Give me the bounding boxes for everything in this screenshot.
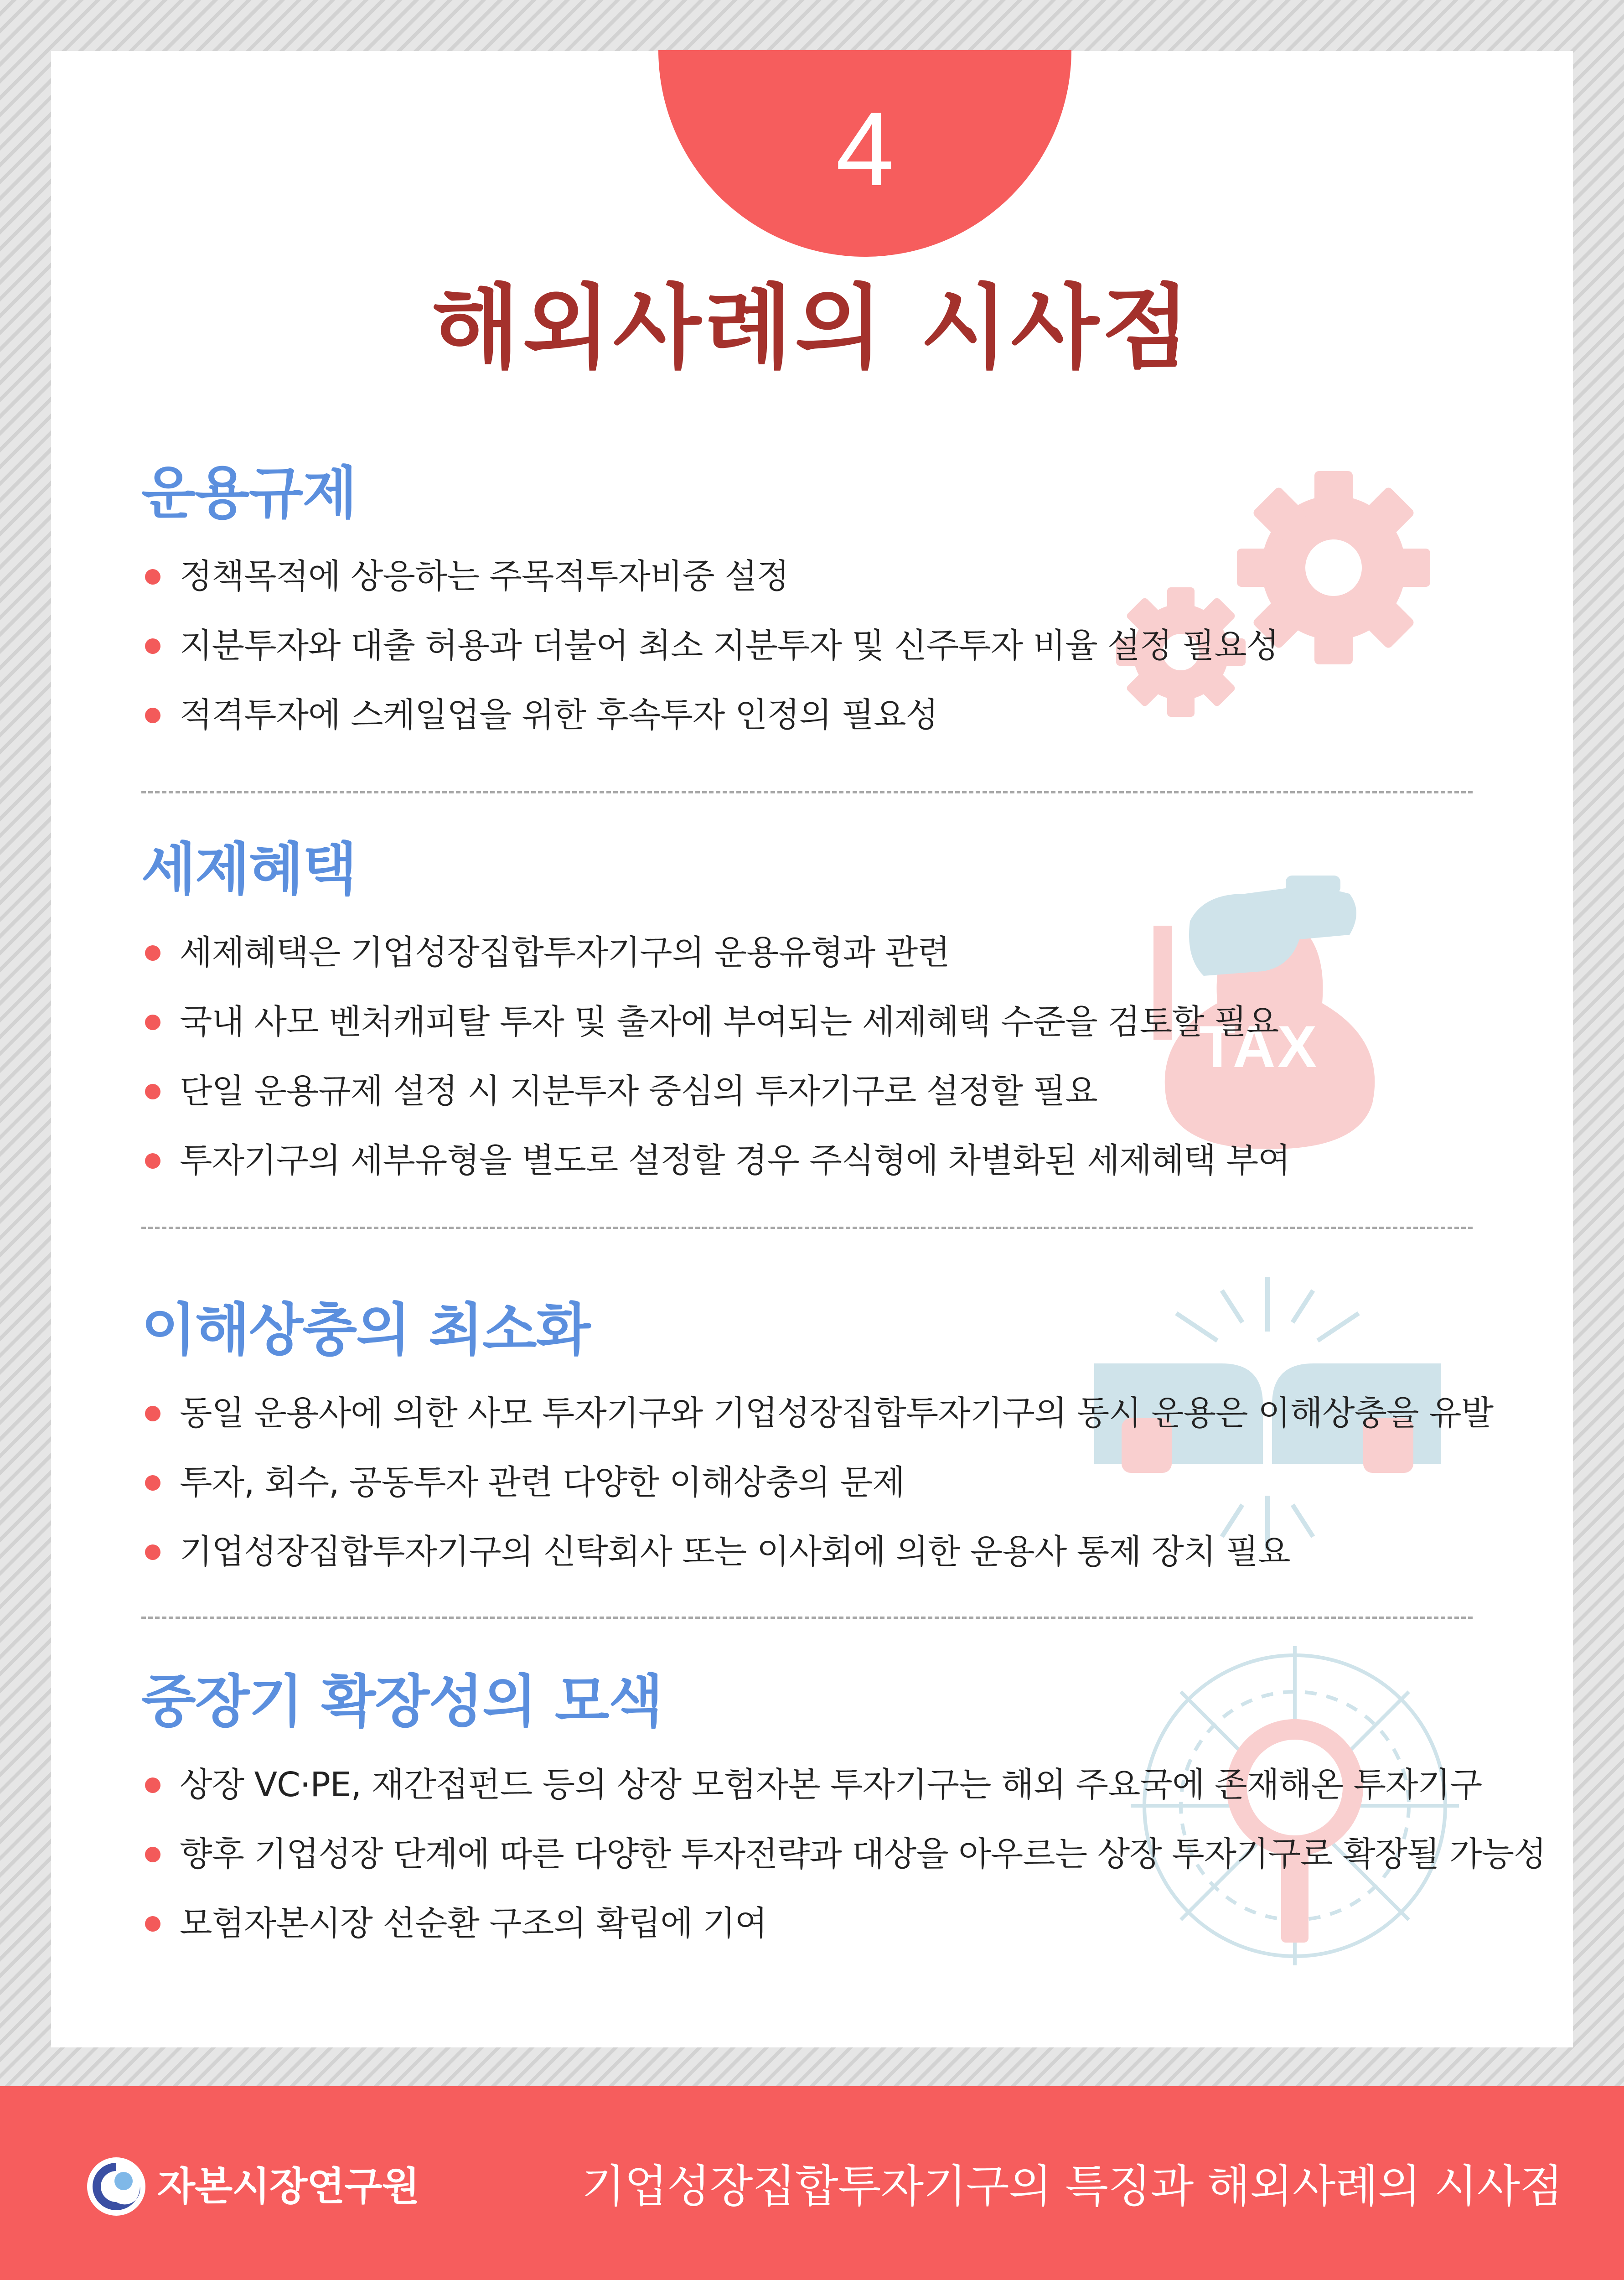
section-mid-long-term-expansion xyxy=(141,1669,1577,1970)
section-heading: 중장기 확장성의 모색 xyxy=(141,1669,662,1735)
org-name: 자본시장연구원 xyxy=(157,2164,419,2209)
section-conflict-of-interest xyxy=(141,1297,1577,1598)
bullet-icon xyxy=(145,1153,160,1169)
bullet-icon xyxy=(145,1475,160,1491)
bullet-list xyxy=(141,1390,1577,1598)
list-item: 동일 운용사에 의한 사모 투자기구와 기업성장집합투자기구의 동시 운용은 이해상충을 유발 xyxy=(141,1390,1577,1460)
bullet-icon xyxy=(145,945,160,961)
list-item: 지분투자와 대출 허용과 더불어 최소 지분투자 및 신주투자 비율 설정 필요성 xyxy=(141,623,1577,692)
list-item: 세제혜택은 기업성장집합투자기구의 운용유형과 관련 xyxy=(141,930,1577,999)
list-item: 적격투자에 스케일업을 위한 후속투자 인정의 필요성 xyxy=(141,692,1577,762)
list-item: 향후 기업성장 단계에 따른 다양한 투자전략과 대상을 아우르는 상장 투자기구로 확장될 가능성 xyxy=(141,1831,1577,1901)
number-badge xyxy=(658,50,1071,257)
section-divider xyxy=(141,1227,1473,1229)
bullet-icon xyxy=(145,1916,160,1932)
list-item: 단일 운용규제 설정 시 지분투자 중심의 투자기구로 설정할 필요 xyxy=(141,1068,1577,1138)
section-divider xyxy=(141,791,1473,793)
report-title: 기업성장집합투자기구의 특징과 해외사례의 시사점 xyxy=(581,2161,1562,2213)
list-item: 투자, 회수, 공동투자 관련 다양한 이해상충의 문제 xyxy=(141,1460,1577,1529)
bullet-icon xyxy=(145,708,160,723)
list-item: 모험자본시장 선순환 구조의 확립에 기여 xyxy=(141,1901,1577,1970)
bullet-icon xyxy=(145,1777,160,1793)
list-item: 기업성장집합투자기구의 신탁회사 또는 이사회에 의한 운용사 통제 장치 필요 xyxy=(141,1529,1577,1598)
section-divider xyxy=(141,1617,1473,1619)
list-item: 투자기구의 세부유형을 별도로 설정할 경우 주식형에 차별화된 세제혜택 부여 xyxy=(141,1138,1577,1207)
section-operating-regulation xyxy=(141,461,1577,762)
section-heading: 세제혜택 xyxy=(141,837,357,902)
section-tax-benefits xyxy=(141,837,1577,1207)
bullet-icon xyxy=(145,1084,160,1099)
bullet-icon xyxy=(145,1544,160,1560)
bullet-list xyxy=(141,554,1577,762)
bullet-list xyxy=(141,930,1577,1207)
bullet-icon xyxy=(145,1015,160,1030)
bullet-icon xyxy=(145,1406,160,1421)
badge-number: 4 xyxy=(836,90,894,207)
tax-label: TAX xyxy=(1199,1013,1319,1080)
bullet-icon xyxy=(145,1847,160,1862)
list-item: 국내 사모 벤처캐피탈 투자 및 출자에 부여되는 세제혜택 수준을 검토할 필요 xyxy=(141,999,1577,1068)
page-title: 해외사례의 시사점 xyxy=(431,275,1193,381)
logo-icon xyxy=(84,2155,148,2218)
bullet-icon xyxy=(145,638,160,654)
footer-bar xyxy=(0,2086,1624,2280)
list-item: 정책목적에 상응하는 주목적투자비중 설정 xyxy=(141,554,1577,623)
section-heading: 이해상충의 최소화 xyxy=(141,1297,590,1363)
list-item: 상장 VC·PE, 재간접펀드 등의 상장 모험자본 투자기구는 해외 주요국에 존재해온 투자기구 xyxy=(141,1762,1577,1831)
bullet-icon xyxy=(145,569,160,585)
bullet-list xyxy=(141,1762,1577,1970)
section-heading: 운용규제 xyxy=(141,461,357,526)
